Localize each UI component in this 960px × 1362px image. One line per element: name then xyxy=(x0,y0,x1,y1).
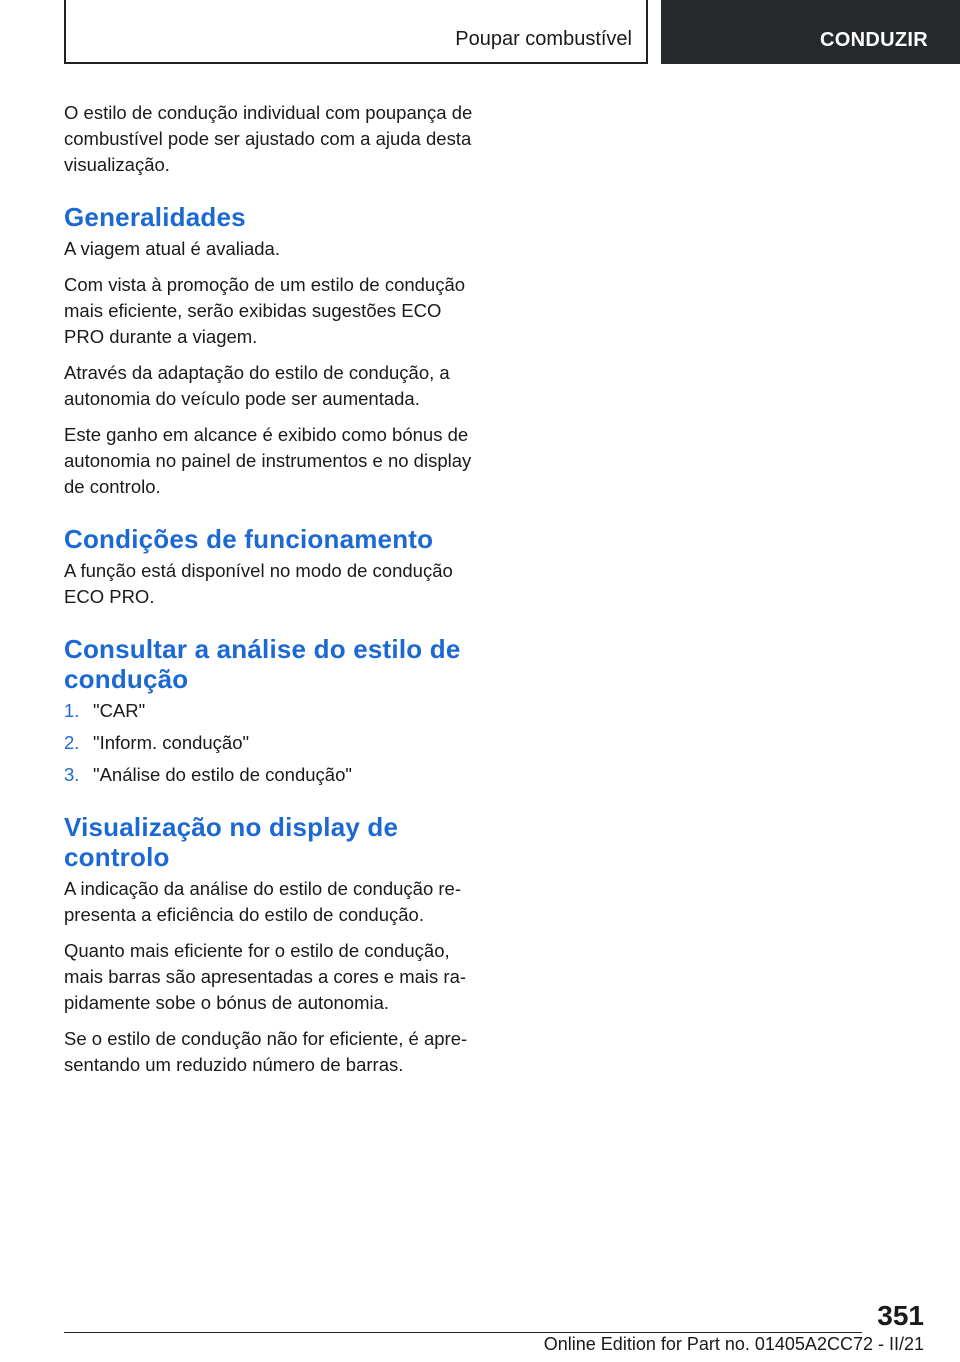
heading-visualizacao: Visualização no display de controlo xyxy=(64,812,399,872)
footer-divider xyxy=(64,1332,862,1333)
step-number: 1. xyxy=(64,700,80,721)
heading-generalidades: Generalidades xyxy=(64,202,246,232)
paragraph: Quanto mais eficiente for o estilo de condução, mais barras são apresentadas a cores e mais rapidamente sobe o bónus de autonomia. xyxy=(64,940,467,1013)
chapter-title: CONDUZIR xyxy=(820,29,928,51)
page-number: 351 xyxy=(877,1300,924,1331)
edition-footer-text: Online Edition for Part no. 01405A2CC72 - II/21 xyxy=(543,1334,924,1354)
paragraph: A indicação da análise do estilo de condução representa a eficiência do estilo de condução. xyxy=(64,878,462,925)
step-text: "Inform. condução" xyxy=(93,732,250,753)
paragraph: Se o estilo de condução não for eficiente, é apresentando um reduzido número de barras. xyxy=(64,1028,468,1075)
header-section-box xyxy=(64,0,648,64)
paragraph: Através da adaptação do estilo de condução, a autonomia do veículo pode ser aumentada. xyxy=(64,362,450,409)
heading-condicoes: Condições de funcionamento xyxy=(64,524,434,554)
step-number: 2. xyxy=(64,732,80,753)
steps-list xyxy=(64,698,484,788)
list-item xyxy=(64,698,484,724)
paragraph: A viagem atual é avaliada. xyxy=(64,238,280,259)
chapter-tab xyxy=(661,0,960,64)
heading-consultar: Consultar a análise do estilo de condução xyxy=(64,634,461,694)
paragraph: A função está disponível no modo de condução ECO PRO. xyxy=(64,560,453,607)
intro-paragraph: O estilo de condução individual com poupança de combustível pode ser ajustado com a ajuda desta visualização. xyxy=(64,102,473,175)
paragraph: Este ganho em alcance é exibido como bónus de autonomia no painel de instrumentos e no display de controlo. xyxy=(64,424,472,497)
step-text: "Análise do estilo de condução" xyxy=(93,764,352,785)
list-item xyxy=(64,730,484,756)
paragraph: Com vista à promoção de um estilo de condução mais eficiente, serão exibidas sugestões ECO PRO durante a viagem. xyxy=(64,274,466,347)
step-number: 3. xyxy=(64,764,80,785)
list-item xyxy=(64,762,484,788)
main-content xyxy=(64,100,484,1088)
section-title: Poupar combustível xyxy=(455,28,632,50)
step-text: "CAR" xyxy=(93,700,146,721)
